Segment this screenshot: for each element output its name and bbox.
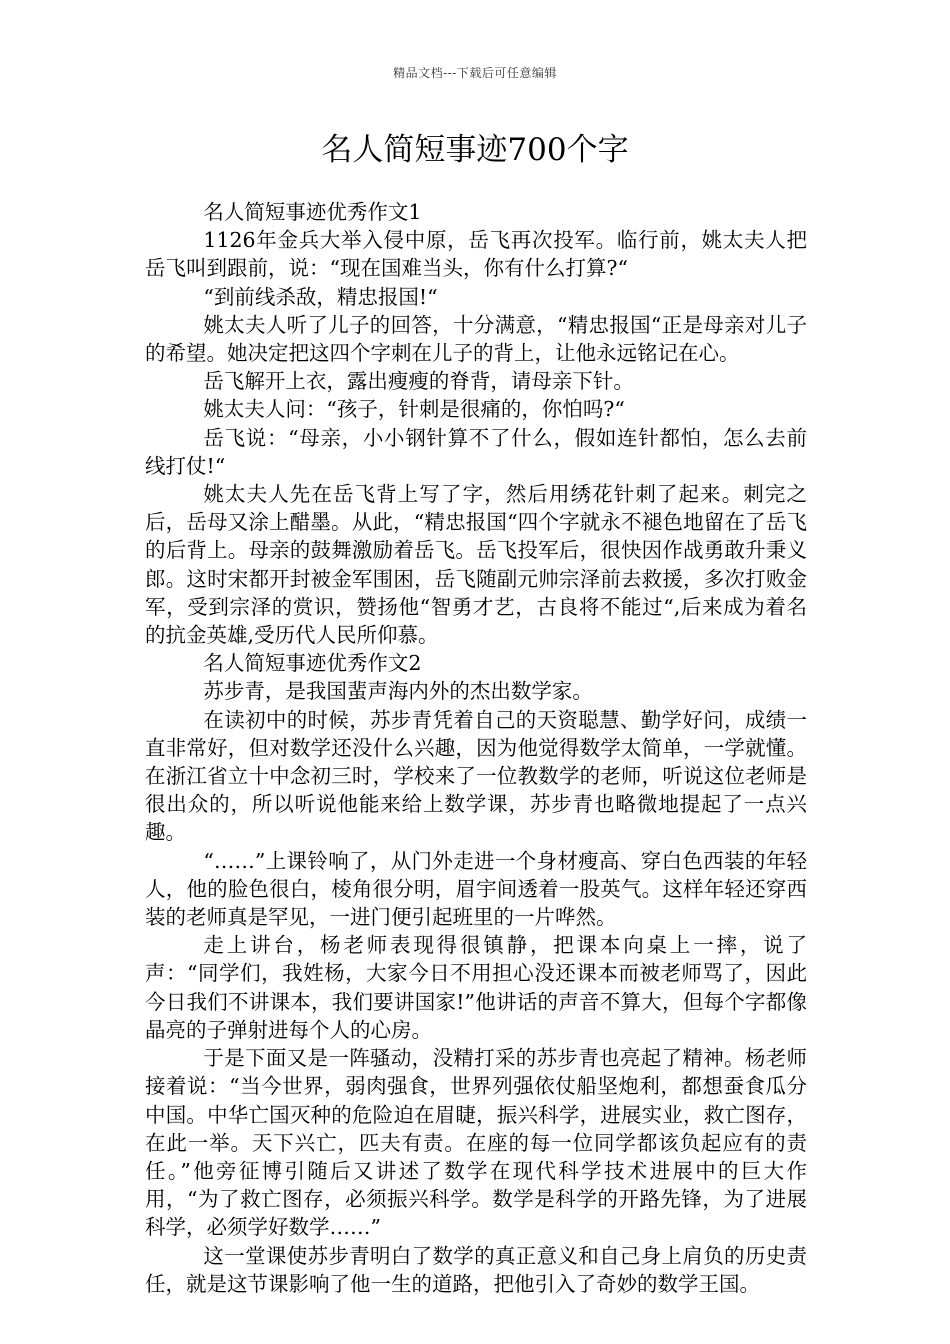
paragraph: 1126年金兵大举入侵中原，岳飞再次投军。临行前，姚太夫人把岳飞叫到跟前，说：“现在国难当头，你有什么打算?“ (145, 228, 807, 281)
paragraph: 走上讲台，杨老师表现得很镇静，把课本向桌上一摔，说了声：“同学们，我姓杨，大家今日不用担心没还课本而被老师骂了，因此今日我们不讲课本，我们要讲国家!”他讲话的声音不算大，但每个字都像晶亮的子弹射进每个人的心房。 (145, 933, 807, 1042)
paragraph: 于是下面又是一阵骚动，没精打采的苏步青也亮起了精神。杨老师接着说：“当今世界，弱肉强食，世界列强依仗船坚炮利，都想蚕食瓜分中国。中华亡国灭种的危险迫在眉睫，振兴科学，进展实业，救亡图存，在此一举。天下兴亡，匹夫有责。在座的每一位同学都该负起应有的责任。”他旁征博引随后又讲述了数学在现代科学技术进展中的巨大作用，“为了救亡图存，必须振兴科学。数学是科学的开路先锋，为了进展科学，必须学好数学……” (145, 1046, 807, 1240)
paragraph: 苏步青，是我国蜚声海内外的杰出数学家。 (203, 679, 593, 704)
document-body (145, 198, 807, 1298)
paragraph: 岳飞说：“母亲，小小钢针算不了什么，假如连针都怕，怎么去前线打仗!“ (145, 425, 807, 478)
paragraph: “到前线杀敌，精忠报国!“ (203, 284, 438, 309)
page-title: 名人简短事迹700个字 (321, 132, 629, 168)
paragraph: 姚太夫人先在岳飞背上写了字，然后用绣花针刺了起来。刺完之后，岳母又涂上醋墨。从此，“精忠报国“四个字就永不褪色地留在了岳飞的后背上。母亲的鼓舞激励着岳飞。岳飞投军后，很快因作战勇敢升秉义郎。这时宋都开封被金军围困，岳飞随副元帅宗泽前去救援，多次打败金军，受到宗泽的赏识，赞扬他“智勇才艺，古良将不能过“,后来成为着名的抗金英雄,受历代人民所仰慕。 (145, 482, 807, 648)
paragraph: “……”上课铃响了，从门外走进一个身材瘦高、穿白色西装的年轻人，他的脸色很白，棱角很分明，眉宇间透着一股英气。这样年轻还穿西装的老师真是罕见，一进门便引起班里的一片哗然。 (145, 848, 807, 930)
paragraph: 姚太夫人问：“孩子，针刺是很痛的，你怕吗?“ (203, 397, 625, 422)
paragraph: 岳飞解开上衣，露出瘦瘦的脊背，请母亲下针。 (203, 369, 634, 394)
page-header: 精品文档---下载后可任意编辑 (393, 66, 557, 80)
paragraph: 在读初中的时候，苏步青凭着自己的天资聪慧、勤学好问，成绩一直非常好，但对数学还没什么兴趣，因为他觉得数学太简单，一学就懂。在浙江省立十中念初三时，学校来了一位教数学的老师，听说这位老师是很出众的，所以听说他能来给上数学课，苏步青也略微地提起了一点兴趣。 (145, 707, 807, 845)
paragraph: 名人简短事迹优秀作文1 (203, 200, 422, 224)
paragraph: 这一堂课使苏步青明白了数学的真正意义和自己身上肩负的历史责任，就是这节课影响了他一生的道路，把他引入了奇妙的数学王国。 (145, 1243, 807, 1296)
paragraph: 名人简短事迹优秀作文2 (203, 651, 422, 676)
paragraph: 姚太夫人听了儿子的回答，十分满意，“精忠报国“正是母亲对儿子的希望。她决定把这四个字刺在儿子的背上，让他永远铭记在心。 (145, 312, 807, 366)
